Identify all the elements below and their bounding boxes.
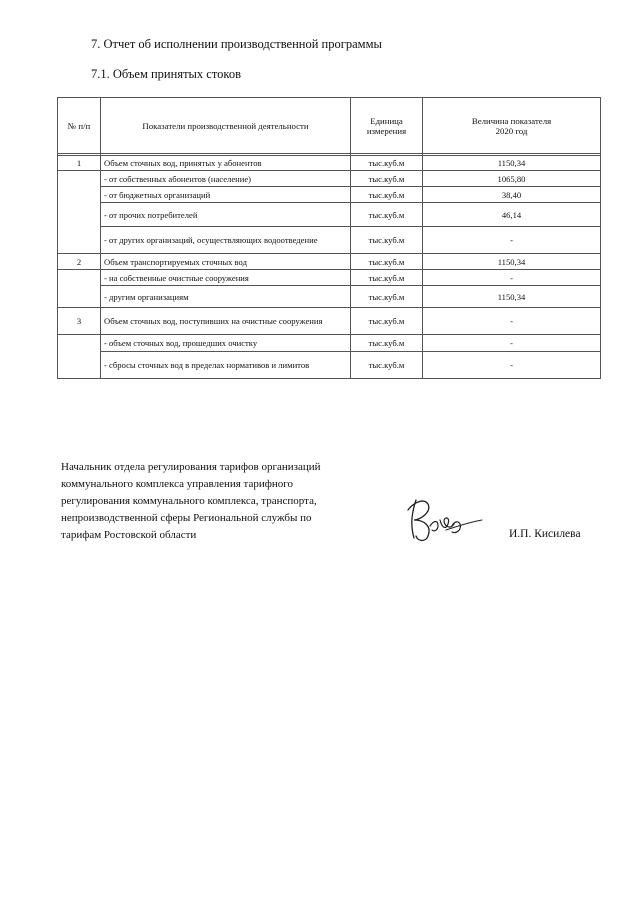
table-row bbox=[58, 254, 601, 270]
table-row bbox=[58, 203, 601, 227]
table-row bbox=[58, 156, 601, 171]
signature-title bbox=[61, 459, 391, 544]
signature-title-line: регулирования коммунального комплекса, транспорта, bbox=[61, 495, 317, 507]
wastewater-table bbox=[57, 97, 601, 379]
row-num bbox=[58, 335, 101, 379]
row-value: - bbox=[423, 227, 601, 254]
header-unit: Единица измерения bbox=[351, 98, 423, 154]
row-unit: тыс.куб.м bbox=[351, 156, 423, 171]
row-value: - bbox=[423, 335, 601, 352]
section-title: 7. Отчет об исполнении производственной программы bbox=[91, 37, 382, 51]
row-unit: тыс.куб.м bbox=[351, 335, 423, 352]
signature-title-line: Начальник отдела регулирования тарифов организаций bbox=[61, 461, 321, 473]
row-num: 1 bbox=[58, 156, 101, 171]
row-unit: тыс.куб.м bbox=[351, 308, 423, 335]
table-row bbox=[58, 270, 601, 286]
row-indicator: - от бюджетных организаций bbox=[101, 187, 351, 203]
row-indicator: - объем сточных вод, прошедших очистку bbox=[101, 335, 351, 352]
table-row bbox=[58, 352, 601, 379]
row-value: 46,14 bbox=[423, 203, 601, 227]
row-indicator: - от других организаций, осуществляющих водоотведение bbox=[101, 227, 351, 254]
table-row bbox=[58, 286, 601, 308]
row-num: 3 bbox=[58, 308, 101, 335]
row-indicator: - другим организациям bbox=[101, 286, 351, 308]
row-value: 38,40 bbox=[423, 187, 601, 203]
row-value: 1150,34 bbox=[423, 156, 601, 171]
row-unit: тыс.куб.м bbox=[351, 352, 423, 379]
header-indicator: Показатели производственной деятельности bbox=[101, 98, 351, 154]
row-value: 1150,34 bbox=[423, 286, 601, 308]
row-indicator: - на собственные очистные сооружения bbox=[101, 270, 351, 286]
row-unit: тыс.куб.м bbox=[351, 203, 423, 227]
table-row bbox=[58, 171, 601, 187]
row-indicator: - от прочих потребителей bbox=[101, 203, 351, 227]
header-value: Величина показателя 2020 год bbox=[423, 98, 601, 154]
row-value: - bbox=[423, 352, 601, 379]
row-unit: тыс.куб.м bbox=[351, 171, 423, 187]
signature-title-line: тарифам Ростовской области bbox=[61, 529, 197, 541]
row-num bbox=[58, 171, 101, 254]
row-value: 1150,34 bbox=[423, 254, 601, 270]
table-row bbox=[58, 308, 601, 335]
table-row bbox=[58, 227, 601, 254]
row-unit: тыс.куб.м bbox=[351, 254, 423, 270]
subsection-title: 7.1. Объем принятых стоков bbox=[91, 67, 241, 81]
row-num: 2 bbox=[58, 254, 101, 270]
row-unit: тыс.куб.м bbox=[351, 187, 423, 203]
row-indicator: Объем сточных вод, принятых у абонентов bbox=[101, 156, 351, 171]
row-unit: тыс.куб.м bbox=[351, 286, 423, 308]
row-num bbox=[58, 270, 101, 308]
row-indicator: Объем транспортируемых сточных вод bbox=[101, 254, 351, 270]
signature-title-line: коммунального комплекса управления тарифного bbox=[61, 478, 293, 490]
signature-title-line: непроизводственной сферы Региональной службы по bbox=[61, 512, 312, 524]
row-indicator: - от собственных абонентов (население) bbox=[101, 171, 351, 187]
signer-name: И.П. Кисилева bbox=[509, 528, 581, 540]
row-indicator: - сбросы сточных вод в пределах нормативов и лимитов bbox=[101, 352, 351, 379]
row-value: 1065,80 bbox=[423, 171, 601, 187]
table-row bbox=[58, 335, 601, 352]
handwritten-signature bbox=[402, 490, 484, 548]
table-row bbox=[58, 187, 601, 203]
header-num: № п/п bbox=[58, 98, 101, 154]
row-value: - bbox=[423, 308, 601, 335]
row-unit: тыс.куб.м bbox=[351, 227, 423, 254]
row-unit: тыс.куб.м bbox=[351, 270, 423, 286]
row-value: - bbox=[423, 270, 601, 286]
row-indicator: Объем сточных вод, поступивших на очистные сооружения bbox=[101, 308, 351, 335]
table-header-row bbox=[58, 98, 601, 154]
